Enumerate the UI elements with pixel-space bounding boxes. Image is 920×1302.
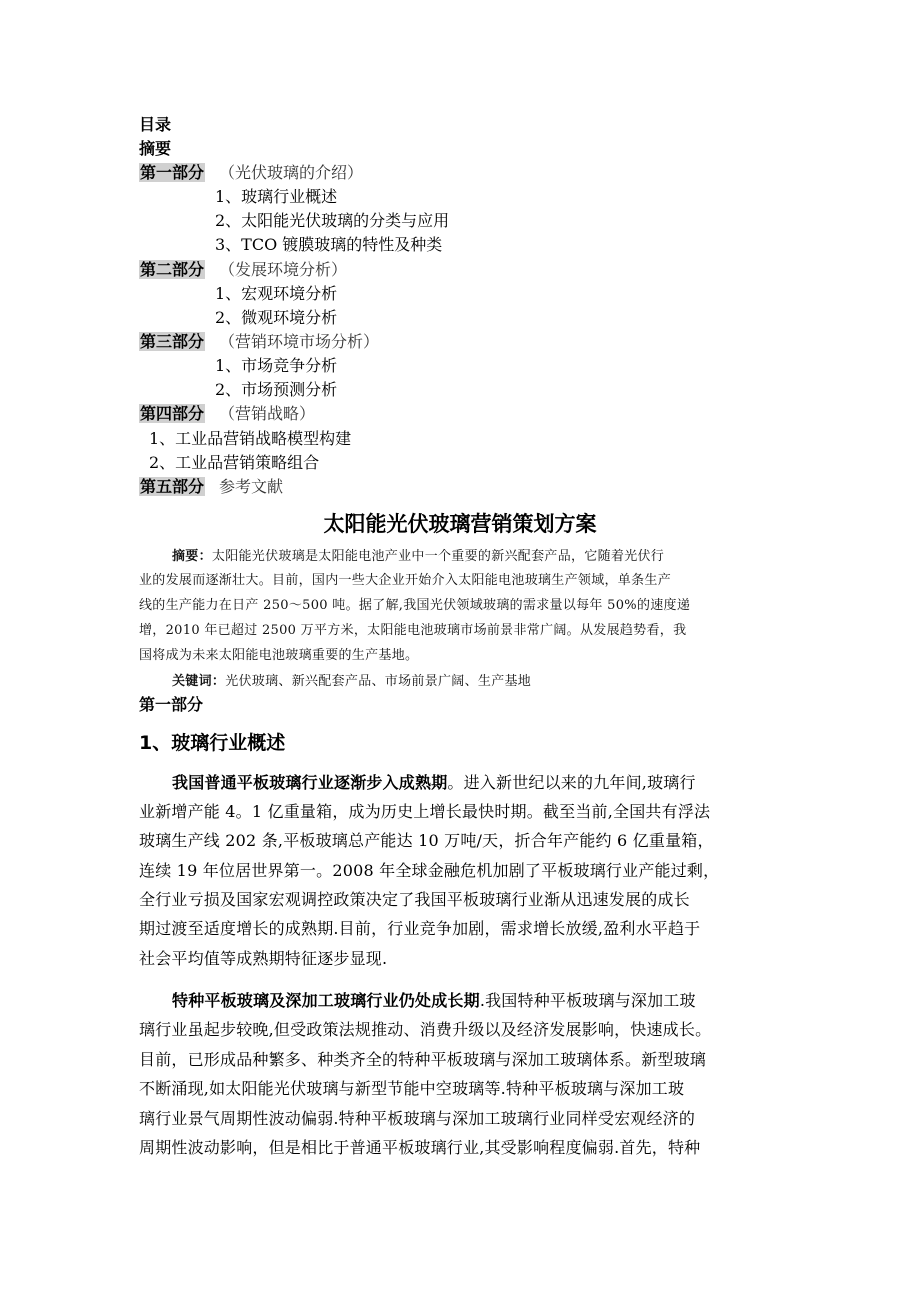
toc-part5 [139,475,283,499]
toc-part4-item: 2、工业品营销策略组合 [149,453,320,472]
abstract-line: 线的生产能力在日产 250～500 吨。据了解,我国光伏领域玻璃的需求量以每年 50%的速度递 [139,598,691,613]
paragraph-lead: 特种平板玻璃及深加工玻璃行业仍处成长期 [172,991,480,1010]
part3-label: 第三部分 [140,332,205,351]
paragraph-line: 业新增产能 4。1 亿重量箱，成为历史上增长最快时期。截至当前,全国共有浮法 [139,802,711,821]
paragraph-line [172,986,696,1015]
part3-paren: （营销环境市场分析） [219,332,380,351]
part1-label: 第一部分 [140,163,205,182]
paragraph-line: 璃行业虽起步较晚,但受政策法规推动、消费升级以及经济发展影响，快速成长。 [139,1020,712,1039]
section-heading: 1、玻璃行业概述 [139,732,286,754]
keywords-line [172,670,531,694]
part4-paren: （营销战略） [219,404,316,423]
abstract-line: 业的发展而逐渐壮大。目前，国内一些大企业开始介入太阳能电池玻璃生产领域，单条生产 [139,573,672,588]
abstract-text: 太阳能光伏玻璃是太阳能电池产业中一个重要的新兴配套产品，它随着光伏行 [211,549,665,564]
toc-part1-item: 1、玻璃行业概述 [215,187,338,206]
paragraph-lead: 我国普通平板玻璃行业逐渐步入成熟期 [172,773,448,792]
document-title: 太阳能光伏玻璃营销策划方案 [323,512,597,536]
paragraph-line: 不断涌现,如太阳能光伏玻璃与新型节能中空玻璃等.特种平板玻璃与深加工玻 [139,1079,685,1098]
abstract-line: 国将成为未来太阳能电池玻璃重要的生产基地。 [139,648,419,663]
abstract-line: 增，2010 年已超过 2500 万平方米，太阳能电池玻璃市场前景非常广阔。从发展趋势看，我 [139,623,687,638]
paragraph-text: 。进入新世纪以来的九年间,玻璃行 [447,773,696,792]
toc-part2-item: 2、微观环境分析 [215,308,338,327]
abstract-label: 摘要： [172,549,212,564]
toc-part1 [139,161,363,185]
paragraph-line: 玻璃生产线 202 条,平板玻璃总产能达 10 万吨/天，折合年产能约 6 亿重量箱， [139,831,714,850]
toc-part3-item: 2、市场预测分析 [215,380,338,399]
keywords-text: 光伏玻璃、新兴配套产品、市场前景广阔、生产基地 [225,674,532,689]
keywords-label: 关键词： [172,674,226,689]
toc-part2 [139,258,347,282]
paragraph-line: 社会平均值等成熟期特征逐步显现. [139,949,388,968]
toc-part1-item: 3、TCO 镀膜玻璃的特性及种类 [215,235,443,254]
part1-paren: （光伏玻璃的介绍） [219,163,364,182]
toc-part4-item: 1、工业品营销战略模型构建 [149,429,352,448]
paragraph-line: 连续 19 年位居世界第一。2008 年全球金融危机加剧了平板玻璃行业产能过剩， [139,861,720,880]
toc-part3 [139,330,379,354]
part2-paren: （发展环境分析） [219,260,348,279]
paragraph-line: 目前，已形成品种繁多、种类齐全的特种平板玻璃与深加工玻璃体系。新型玻璃 [139,1050,707,1069]
abstract-line [172,545,664,569]
toc-abstract: 摘要 [139,139,172,158]
paragraph-line: 期过渡至适度增长的成熟期.目前，行业竞争加剧，需求增长放缓,盈利水平趋于 [139,919,701,938]
part5-text: 参考文献 [219,477,284,496]
toc-part4 [139,402,315,426]
part4-label: 第四部分 [140,404,205,423]
toc-part2-item: 1、宏观环境分析 [215,284,338,303]
paragraph-line: 周期性波动影响，但是相比于普通平板玻璃行业,其受影响程度偏弱.首先，特种 [139,1138,701,1157]
paragraph-line: 全行业亏损及国家宏观调控政策决定了我国平板玻璃行业渐从迅速发展的成长 [139,890,690,909]
part5-label: 第五部分 [140,477,205,496]
paragraph-line: 璃行业景气周期性波动偏弱.特种平板玻璃与深加工玻璃行业同样受宏观经济的 [139,1109,696,1128]
section-label: 第一部分 [139,695,204,714]
toc-title: 目录 [139,115,172,134]
toc-part1-item: 2、太阳能光伏玻璃的分类与应用 [215,211,450,230]
paragraph-line [172,768,696,797]
part2-label: 第二部分 [140,260,205,279]
toc-part3-item: 1、市场竞争分析 [215,356,338,375]
paragraph-text: .我国特种平板玻璃与深加工玻 [479,991,696,1010]
